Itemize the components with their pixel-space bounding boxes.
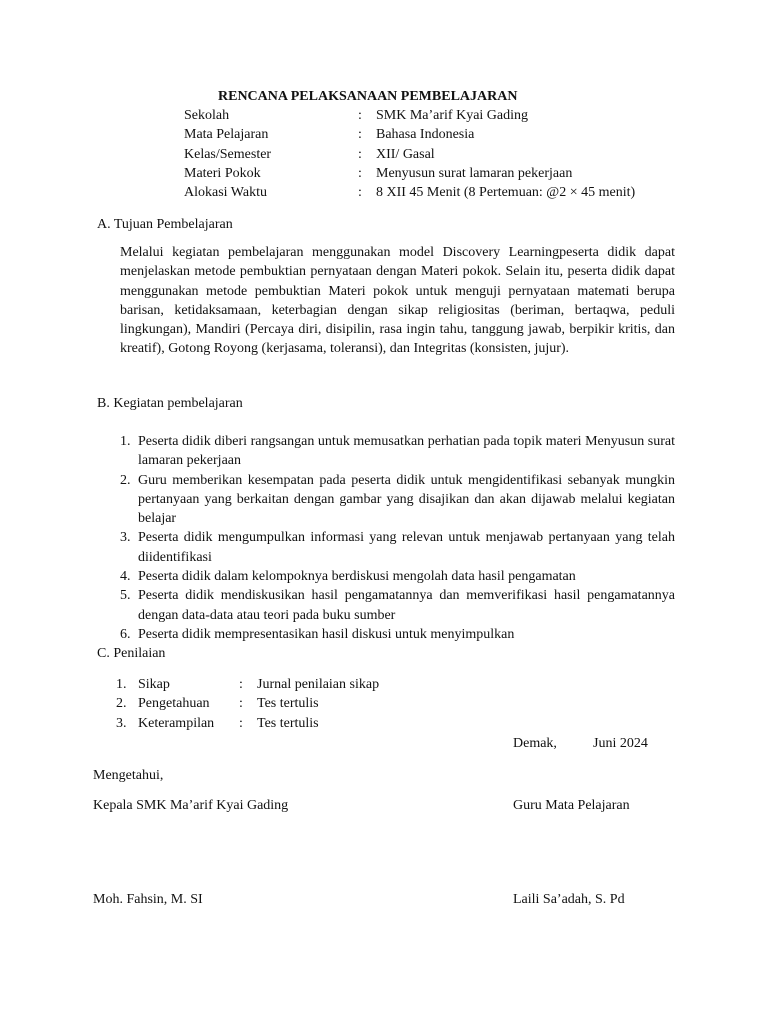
assessment-separator: : [239, 677, 243, 692]
document-title: RENCANA PELAKSANAAN PEMBELAJARAN [218, 89, 518, 104]
item-number: 2. [116, 696, 127, 711]
assessment-value: Tes tertulis [257, 716, 319, 731]
item-text: Peserta didik mempresentasikan hasil diskusi untuk menyimpulkan [138, 626, 515, 642]
field-label: Materi Pokok [184, 166, 261, 181]
list-item [120, 432, 675, 471]
field-value: XII/ Gasal [376, 147, 435, 162]
teacher-role: Guru Mata Pelajaran [513, 798, 630, 813]
item-number: 1. [120, 434, 131, 449]
list-item [120, 528, 675, 567]
item-number: 3. [116, 716, 127, 731]
item-text: Peserta didik diberi rangsangan untuk memusatkan perhatian pada topik materi Menyusun surat lamaran pekerjaan [138, 434, 675, 469]
field-label: Sekolah [184, 108, 230, 123]
section-a-heading: A. Tujuan Pembelajaran [97, 217, 233, 232]
item-text: Guru memberikan kesempatan pada peserta didik untuk mengidentifikasi sebanyak mungkin pertanyaan yang berkaitan dengan gambar yang disajikan dan akan dijawab melalui kegiatan belajar [138, 472, 675, 527]
teacher-name: Laili Sa’adah, S. Pd [513, 892, 625, 907]
field-label: Alokasi Waktu [184, 185, 267, 200]
field-separator: : [358, 127, 362, 142]
field-separator: : [358, 185, 362, 200]
assessment-value: Jurnal penilaian sikap [257, 677, 380, 692]
principal-name: Moh. Fahsin, M. SI [93, 892, 203, 907]
objective-text: Melalui kegiatan pembelajaran menggunakan model Discovery Learningpeserta didik dapat menjelaskan metode pembuktian pernyataan dengan Materi pokok. Selain itu, peserta didik dapat menggunakan metode pembuktian Materi pokok untuk menguji pernyataan matemati berupa barisan, ketidaksamaan, keterbagian dengan sikap religiositas (beriman, bertaqwa, peduli lingkungan), Mandiri (Percaya diri, disipilin, rasa ingin tahu, tanggung jawab, berpikir kritis, dan kreatif), Gotong Royong (kerjasama, toleransi), dan Integritas (konsisten, jujur). [120, 245, 675, 357]
item-text: Peserta didik mendiskusikan hasil pengamatannya dan memverifikasi hasil pengamatannya dengan data-data atau teori pada buku sumber [138, 588, 675, 623]
field-value: SMK Ma’arif Kyai Gading [376, 108, 529, 123]
assessment-separator: : [239, 716, 243, 731]
principal-role: Kepala SMK Ma’arif Kyai Gading [93, 798, 289, 813]
field-separator: : [358, 147, 362, 162]
item-number: 3. [120, 530, 131, 546]
item-number: 4. [120, 569, 131, 585]
item-text: Peserta didik dalam kelompoknya berdiskusi mengolah data hasil pengamatan [138, 569, 576, 585]
assessment-label: Sikap [138, 677, 170, 692]
assessment-separator: : [239, 696, 243, 711]
item-text: Peserta didik mengumpulkan informasi yang relevan untuk menjawab pertanyaan yang telah diidentifikasi [138, 530, 675, 565]
list-item [120, 567, 675, 586]
item-number: 6. [120, 626, 131, 642]
signature-date: Juni 2024 [593, 736, 648, 751]
list-item [120, 586, 675, 625]
field-separator: : [358, 108, 362, 123]
list-item [120, 625, 675, 644]
section-b-heading: B. Kegiatan pembelajaran [97, 396, 243, 411]
field-value: Bahasa Indonesia [376, 127, 475, 142]
field-value: 8 XII 45 Menit (8 Pertemuan: @2 × 45 menit) [376, 185, 636, 200]
field-label: Mata Pelajaran [184, 127, 269, 142]
item-number: 1. [116, 677, 127, 692]
section-a-paragraph [120, 243, 675, 359]
section-c-heading: C. Penilaian [97, 646, 166, 661]
acknowledged-label: Mengetahui, [93, 768, 164, 783]
item-number: 5. [120, 588, 131, 604]
field-value: Menyusun surat lamaran pekerjaan [376, 166, 573, 181]
assessment-label: Keterampilan [138, 716, 215, 731]
signature-place: Demak, [513, 736, 557, 751]
field-separator: : [358, 166, 362, 181]
assessment-label: Pengetahuan [138, 696, 210, 711]
activity-list [120, 432, 675, 644]
assessment-value: Tes tertulis [257, 696, 319, 711]
item-number: 2. [120, 472, 131, 488]
field-label: Kelas/Semester [184, 147, 272, 162]
list-item [120, 471, 675, 529]
